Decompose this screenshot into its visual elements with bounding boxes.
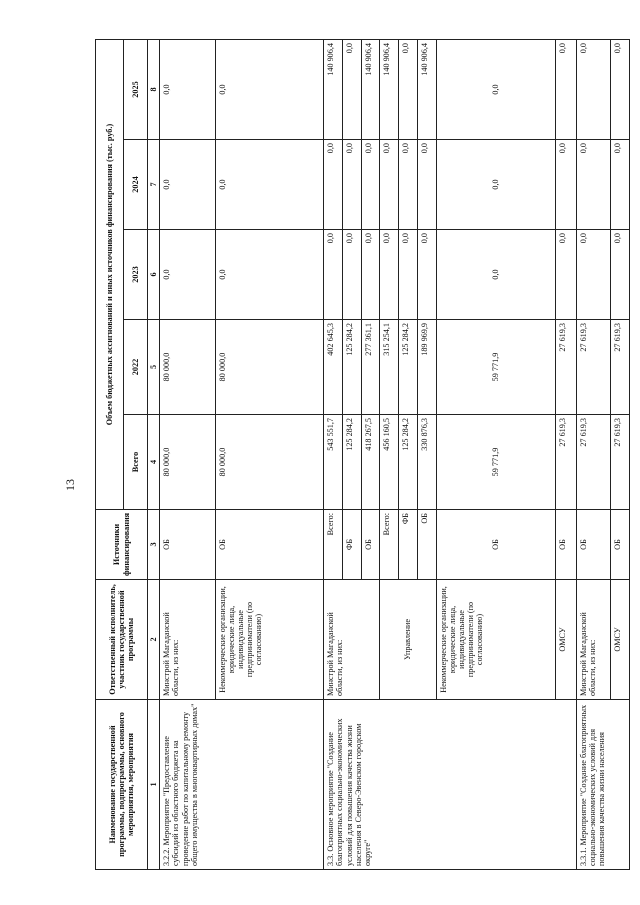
value-cell: 0,0	[215, 140, 323, 230]
value-cell: 0,0	[215, 39, 323, 139]
column-number: 5	[148, 320, 160, 415]
value-cell: 140 906,4	[324, 39, 343, 139]
source-cell: ОБ	[436, 510, 555, 580]
source-cell: Всего:	[380, 510, 399, 580]
value-cell: 80 000,0	[215, 320, 323, 415]
value-cell: 59 771,9	[436, 320, 555, 415]
header-executor: Ответственный исполнитель, участник государственной программы	[96, 580, 148, 700]
value-cell: 59 771,9	[436, 415, 555, 510]
value-cell: 27 619,3	[611, 320, 630, 415]
value-cell: 0,0	[576, 140, 610, 230]
source-cell: ФБ	[399, 510, 418, 580]
executor-cell: Некоммерческие организации, юридические лица, индивидуальные предприниматели (по согласованию)	[215, 580, 323, 700]
value-cell: 0,0	[555, 140, 576, 230]
executor-cell: Минстрой Магаданской области, из них:	[324, 580, 380, 700]
value-cell: 0,0	[436, 230, 555, 320]
program-name-cell: 3.2.2. Мероприятие "Предоставление субсидий из областного бюджета на проведение работ по капитальному ремонту общего имущества в многоквартирных домах"	[160, 700, 324, 870]
value-cell: 0,0	[342, 39, 361, 139]
value-cell: 0,0	[576, 39, 610, 139]
value-cell: 0,0	[324, 140, 343, 230]
value-cell: 80 000,0	[215, 415, 323, 510]
executor-cell: ОМСУ	[555, 580, 576, 700]
column-number: 8	[148, 39, 160, 139]
executor-cell: Управление	[380, 580, 436, 700]
executor-cell: Минстрой Магаданской области, из них:	[576, 580, 610, 700]
value-cell: 27 619,3	[576, 415, 610, 510]
value-cell: 456 160,5	[380, 415, 399, 510]
value-cell: 125 284,2	[342, 415, 361, 510]
column-number: 7	[148, 140, 160, 230]
rotated-table-container	[95, 40, 630, 870]
value-cell: 140 906,4	[380, 39, 399, 139]
column-number: 1	[148, 700, 160, 870]
value-cell: 80 000,0	[160, 415, 216, 510]
value-cell: 0,0	[611, 39, 630, 139]
value-cell: 315 254,1	[380, 320, 399, 415]
value-cell: 0,0	[436, 39, 555, 139]
table-row	[576, 39, 610, 869]
value-cell: 140 906,4	[417, 39, 436, 139]
value-cell: 0,0	[555, 230, 576, 320]
header-year-2022: 2022	[124, 320, 148, 415]
value-cell: 0,0	[324, 230, 343, 320]
value-cell: 189 969,9	[417, 320, 436, 415]
column-number: 3	[148, 510, 160, 580]
source-cell: ФБ	[342, 510, 361, 580]
value-cell: 27 619,3	[576, 320, 610, 415]
source-cell: ОБ	[160, 510, 216, 580]
table-row	[160, 39, 216, 869]
value-cell: 0,0	[417, 230, 436, 320]
header-funding-source: Источники финансирования	[96, 510, 148, 580]
page-number: 13	[63, 479, 77, 491]
header-program-name: Наименование государственной программы, подпрограммы, основного мероприятия, мероприятия	[96, 700, 148, 870]
source-cell: ОБ	[576, 510, 610, 580]
column-number: 6	[148, 230, 160, 320]
value-cell: 0,0	[399, 39, 418, 139]
value-cell: 0,0	[380, 140, 399, 230]
value-cell: 0,0	[215, 230, 323, 320]
value-cell: 0,0	[160, 230, 216, 320]
source-cell: ОБ	[611, 510, 630, 580]
value-cell: 0,0	[160, 140, 216, 230]
value-cell: 0,0	[576, 230, 610, 320]
executor-cell: Некоммерческие организации, юридические лица, индивидуальные предприниматели (по согласованию)	[436, 580, 555, 700]
column-number: 2	[148, 580, 160, 700]
financing-table	[95, 39, 630, 870]
value-cell: 27 619,3	[555, 415, 576, 510]
source-cell: Всего:	[324, 510, 343, 580]
value-cell: 0,0	[160, 39, 216, 139]
value-cell: 0,0	[399, 140, 418, 230]
header-year-2025: 2025	[124, 39, 148, 139]
value-cell: 277 361,1	[361, 320, 380, 415]
source-cell: ОБ	[555, 510, 576, 580]
value-cell: 0,0	[361, 230, 380, 320]
header-total: Всего	[124, 415, 148, 510]
value-cell: 80 000,0	[160, 320, 216, 415]
value-cell: 125 284,2	[399, 320, 418, 415]
value-cell: 418 267,5	[361, 415, 380, 510]
source-cell: ОБ	[361, 510, 380, 580]
value-cell: 543 551,7	[324, 415, 343, 510]
header-funding-group: Объем бюджетных ассигнований и иных источников финансирования (тыс. руб.)	[96, 39, 124, 509]
value-cell: 0,0	[399, 230, 418, 320]
program-name-cell: 3.3.1. Мероприятие "Создание благоприятных социально-экономических условий для повышения качества жизни населения	[576, 700, 629, 870]
table-row	[324, 39, 343, 869]
executor-cell: ОМСУ	[611, 580, 630, 700]
value-cell: 27 619,3	[555, 320, 576, 415]
value-cell: 0,0	[417, 140, 436, 230]
header-year-2023: 2023	[124, 230, 148, 320]
column-number: 4	[148, 415, 160, 510]
value-cell: 125 284,2	[399, 415, 418, 510]
value-cell: 0,0	[380, 230, 399, 320]
executor-cell: Минстрой Магаданской области, из них:	[160, 580, 216, 700]
value-cell: 0,0	[342, 230, 361, 320]
value-cell: 0,0	[361, 140, 380, 230]
value-cell: 330 876,3	[417, 415, 436, 510]
source-cell: ОБ	[417, 510, 436, 580]
value-cell: 0,0	[342, 140, 361, 230]
value-cell: 402 645,3	[324, 320, 343, 415]
value-cell: 0,0	[555, 39, 576, 139]
value-cell: 27 619,3	[611, 415, 630, 510]
value-cell: 140 906,4	[361, 39, 380, 139]
program-name-cell: 3.3. Основное мероприятие "Создание благоприятных социально-экономических условий для повышения качества жизни населения в Северо-Эвенском городском округе"	[324, 700, 577, 870]
header-year-2024: 2024	[124, 140, 148, 230]
value-cell: 125 284,2	[342, 320, 361, 415]
value-cell: 0,0	[611, 230, 630, 320]
value-cell: 0,0	[436, 140, 555, 230]
source-cell: ОБ	[215, 510, 323, 580]
value-cell: 0,0	[611, 140, 630, 230]
